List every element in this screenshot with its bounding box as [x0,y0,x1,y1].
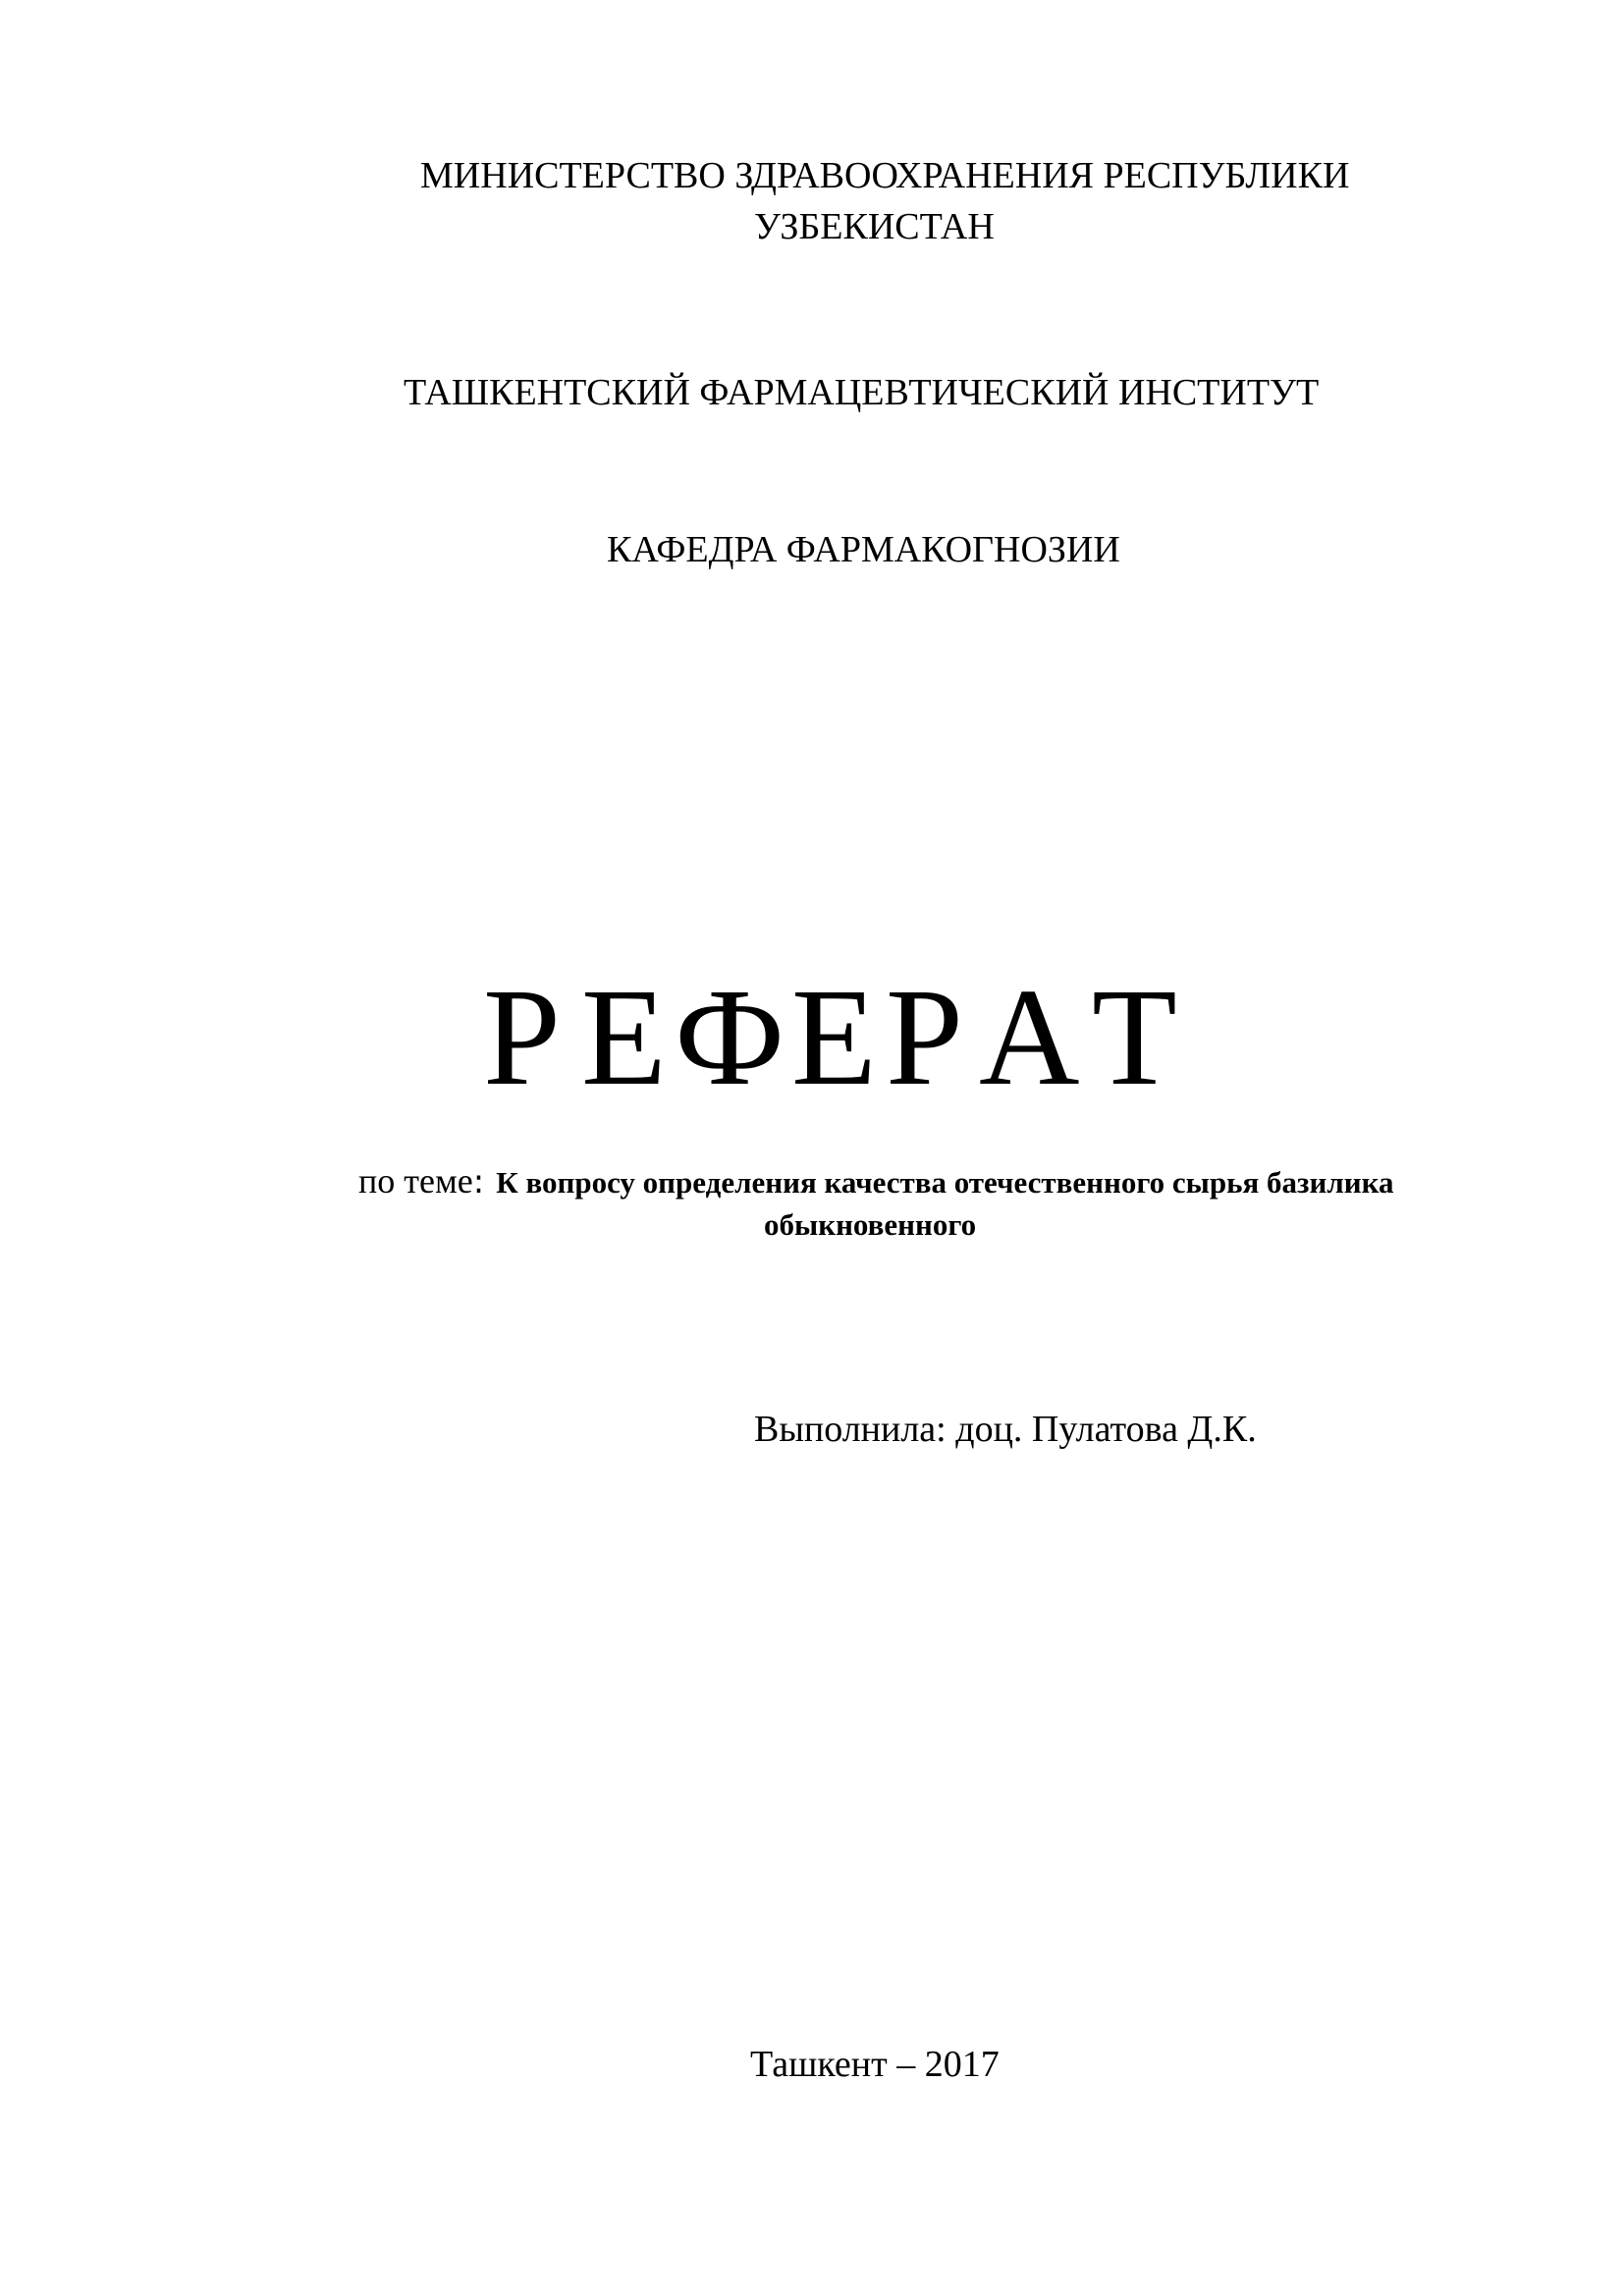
title-letter: Т [1092,959,1177,1114]
topic-line-2: обыкновенного [764,1207,977,1242]
topic-line-1-row [358,1163,1394,1199]
topic-colon: : [472,1162,485,1201]
topic-label: по теме [358,1161,473,1201]
title-letter: Ф [675,959,785,1114]
title-letter: А [979,959,1080,1114]
title-letter: Р [483,959,561,1114]
topic-line-1: К вопросу определения качества отечественного сырья базилика [496,1165,1394,1200]
title-letter: Р [886,959,963,1114]
author-line: Выполнила: доц. Пулатова Д.К. [754,1409,1257,1450]
institute-name: ТАШКЕНТСКИЙ ФАРМАЦЕВТИЧЕСКИЙ ИНСТИТУТ [404,372,1320,413]
ministry-line-2: УЗБЕКИСТАН [754,206,995,247]
department-name: КАФЕДРА ФАРМАКОГНОЗИИ [607,529,1120,570]
ministry-line-1: МИНИСТЕРСТВО ЗДРАВООХРАНЕНИЯ РЕСПУБЛИКИ [420,155,1350,196]
title-letter: Е [791,959,877,1114]
city-year: Ташкент – 2017 [750,2044,1000,2085]
title-letter: Е [581,959,667,1114]
